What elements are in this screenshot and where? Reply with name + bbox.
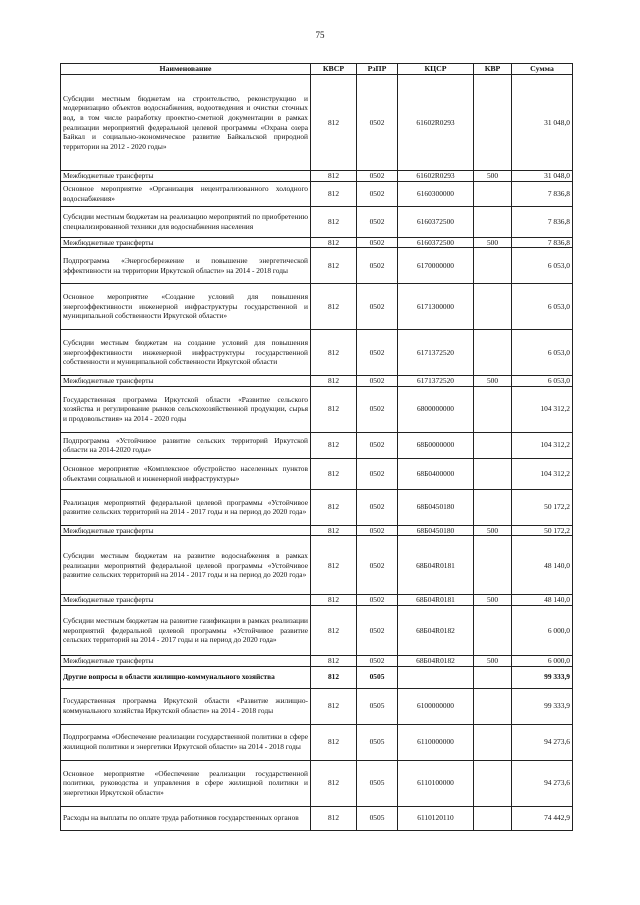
- cell-sum: 74 442,9: [512, 806, 573, 830]
- cell-kcsr: 68Б04R0182: [398, 605, 474, 655]
- cell-name: Субсидии местным бюджетам на развитие газификации в рамках реализации мероприятий федеральной целевой программы «Устойчивое развитие сельских территорий на 2014 - 2017 годы и на период до 2020 года»: [61, 605, 311, 655]
- table-row: [61, 688, 573, 724]
- cell-kvsr: 812: [311, 181, 357, 206]
- cell-kvr: [474, 605, 512, 655]
- table-header-row: [61, 64, 573, 75]
- cell-rzpr: 0502: [357, 458, 398, 489]
- cell-sum: 7 836,8: [512, 181, 573, 206]
- cell-sum: 104 312,2: [512, 458, 573, 489]
- cell-kcsr: 68Б0450180: [398, 525, 474, 536]
- cell-sum: 99 333,9: [512, 666, 573, 688]
- cell-sum: 99 333,9: [512, 688, 573, 724]
- cell-rzpr: 0502: [357, 248, 398, 284]
- cell-name: Подпрограмма «Обеспечение реализации государственной политики в сфере жилищной политики и энергетики Иркутской области» на 2014 - 2018 годы: [61, 724, 311, 760]
- cell-name: Субсидии местным бюджетам на развитие водоснабжения в рамках реализации мероприятий федеральной целевой программы «Устойчивое развитие сельских территорий на 2014 - 2017 годы и на период до 2020 года»: [61, 536, 311, 595]
- table-row: [61, 75, 573, 171]
- cell-kvsr: 812: [311, 458, 357, 489]
- table-row: [61, 171, 573, 182]
- cell-sum: 94 273,6: [512, 760, 573, 806]
- cell-kvr: 500: [474, 595, 512, 606]
- cell-kcsr: 6170000000: [398, 248, 474, 284]
- cell-rzpr: 0502: [357, 171, 398, 182]
- cell-kvsr: 812: [311, 237, 357, 248]
- table-row: [61, 655, 573, 666]
- cell-rzpr: 0505: [357, 760, 398, 806]
- cell-kcsr: 68Б04R0182: [398, 655, 474, 666]
- cell-name: Межбюджетные трансферты: [61, 595, 311, 606]
- cell-kvr: 500: [474, 525, 512, 536]
- cell-kvr: 500: [474, 376, 512, 387]
- table-row: [61, 248, 573, 284]
- cell-kvr: [474, 666, 512, 688]
- cell-sum: 6 000,0: [512, 605, 573, 655]
- cell-kcsr: 6110100000: [398, 760, 474, 806]
- cell-kvr: [474, 489, 512, 525]
- cell-sum: 48 140,0: [512, 595, 573, 606]
- cell-kvsr: 812: [311, 206, 357, 237]
- cell-kcsr: 6100000000: [398, 688, 474, 724]
- cell-kcsr: 6110000000: [398, 724, 474, 760]
- cell-sum: 94 273,6: [512, 724, 573, 760]
- cell-kvsr: 812: [311, 171, 357, 182]
- cell-kvr: [474, 688, 512, 724]
- cell-rzpr: 0502: [357, 655, 398, 666]
- cell-rzpr: 0505: [357, 666, 398, 688]
- cell-sum: 50 172,2: [512, 525, 573, 536]
- table-row: [61, 666, 573, 688]
- cell-kvsr: 812: [311, 376, 357, 387]
- cell-rzpr: 0502: [357, 284, 398, 330]
- cell-name: Межбюджетные трансферты: [61, 655, 311, 666]
- table-row: [61, 489, 573, 525]
- cell-kvsr: 812: [311, 605, 357, 655]
- cell-kcsr: 6171372520: [398, 330, 474, 376]
- cell-kcsr: 61602R0293: [398, 75, 474, 171]
- cell-rzpr: 0502: [357, 489, 398, 525]
- cell-name: Межбюджетные трансферты: [61, 525, 311, 536]
- cell-kvsr: 812: [311, 655, 357, 666]
- cell-name: Подпрограмма «Энергосбережение и повышение энергетической эффективности на территории Иркутской области» на 2014 - 2018 годы: [61, 248, 311, 284]
- cell-sum: 104 312,2: [512, 386, 573, 432]
- cell-rzpr: 0505: [357, 724, 398, 760]
- cell-name: Расходы на выплаты по оплате труда работников государственных органов: [61, 806, 311, 830]
- cell-kvr: [474, 206, 512, 237]
- cell-kvr: [474, 760, 512, 806]
- cell-rzpr: 0505: [357, 806, 398, 830]
- cell-kcsr: 68Б0000000: [398, 432, 474, 458]
- cell-rzpr: 0502: [357, 605, 398, 655]
- cell-sum: 50 172,2: [512, 489, 573, 525]
- table-row: [61, 376, 573, 387]
- cell-rzpr: 0502: [357, 525, 398, 536]
- cell-kvsr: 812: [311, 386, 357, 432]
- table-row: [61, 206, 573, 237]
- cell-kcsr: [398, 666, 474, 688]
- cell-name: Межбюджетные трансферты: [61, 171, 311, 182]
- cell-rzpr: 0502: [357, 75, 398, 171]
- cell-kvr: [474, 806, 512, 830]
- cell-name: Основное мероприятие «Организация нецентрализованного холодного водоснабжения»: [61, 181, 311, 206]
- cell-name: Государственная программа Иркутской области «Развитие сельского хозяйства и регулирование рынков сельскохозяйственной продукции, сырья и продовольствия» на 2014 - 2020 годы: [61, 386, 311, 432]
- cell-kvr: 500: [474, 237, 512, 248]
- header-sum: Сумма: [512, 64, 573, 75]
- cell-kvr: [474, 75, 512, 171]
- cell-name: Основное мероприятие «Комплексное обустройство населенных пунктов объектами социальной и инженерной инфраструктуры»: [61, 458, 311, 489]
- table-row: [61, 458, 573, 489]
- cell-kvr: [474, 284, 512, 330]
- cell-name: Субсидии местным бюджетам на строительство, реконструкцию и модернизацию объектов водоснабжения, водоотведения и очистки сточных вод, в том числе разработку проектно-сметной документации в рамках реализации мероприятий федеральной целевой программы «Охрана озера Байкал и социально-экономическое развитие Байкальской природной территории на 2012 - 2020 годы»: [61, 75, 311, 171]
- cell-name: Основное мероприятие «Создание условий для повышения энергоэффективности инженерной инфраструктуры государственной и муниципальной собственности Иркутской области»: [61, 284, 311, 330]
- cell-rzpr: 0502: [357, 376, 398, 387]
- cell-kcsr: 68Б0400000: [398, 458, 474, 489]
- table-row: [61, 605, 573, 655]
- cell-kvr: [474, 536, 512, 595]
- table-row: [61, 595, 573, 606]
- cell-sum: 48 140,0: [512, 536, 573, 595]
- table-row: [61, 525, 573, 536]
- table-row: [61, 536, 573, 595]
- cell-kvsr: 812: [311, 688, 357, 724]
- cell-sum: 31 048,0: [512, 75, 573, 171]
- cell-kcsr: 6110120110: [398, 806, 474, 830]
- cell-name: Подпрограмма «Устойчивое развитие сельских территорий Иркутской области на 2014-2020 годы»: [61, 432, 311, 458]
- cell-sum: 6 053,0: [512, 284, 573, 330]
- cell-sum: 6 000,0: [512, 655, 573, 666]
- cell-kcsr: 6171372520: [398, 376, 474, 387]
- cell-kvr: [474, 432, 512, 458]
- cell-kvr: [474, 181, 512, 206]
- cell-kvsr: 812: [311, 666, 357, 688]
- cell-kcsr: 6160372500: [398, 237, 474, 248]
- budget-table: [60, 63, 573, 831]
- cell-sum: 6 053,0: [512, 376, 573, 387]
- cell-name: Реализация мероприятий федеральной целевой программы «Устойчивое развитие сельских территорий на 2014 - 2017 годы и на период до 2020 года»: [61, 489, 311, 525]
- header-rzpr: РзПР: [357, 64, 398, 75]
- cell-rzpr: 0502: [357, 206, 398, 237]
- cell-rzpr: 0502: [357, 386, 398, 432]
- cell-kvr: [474, 330, 512, 376]
- cell-kvr: [474, 458, 512, 489]
- cell-kvsr: 812: [311, 248, 357, 284]
- page-number: 75: [315, 30, 325, 40]
- cell-name: Межбюджетные трансферты: [61, 237, 311, 248]
- cell-kvr: [474, 386, 512, 432]
- table-row: [61, 386, 573, 432]
- cell-rzpr: 0502: [357, 237, 398, 248]
- cell-name: Субсидии местным бюджетам на реализацию мероприятий по приобретению специализированной техники для водоснабжения населения: [61, 206, 311, 237]
- cell-kcsr: 6160372500: [398, 206, 474, 237]
- cell-kvsr: 812: [311, 760, 357, 806]
- cell-kcsr: 6800000000: [398, 386, 474, 432]
- cell-kvsr: 812: [311, 432, 357, 458]
- table-row: [61, 330, 573, 376]
- cell-kvsr: 812: [311, 595, 357, 606]
- header-kcsr: КЦСР: [398, 64, 474, 75]
- cell-kvr: 500: [474, 171, 512, 182]
- cell-name: Субсидии местным бюджетам на создание условий для повышения энергоэффективности инженерной инфраструктуры государственной собственности и муниципальной собственности Иркутской области: [61, 330, 311, 376]
- cell-sum: 6 053,0: [512, 330, 573, 376]
- header-name: Наименование: [61, 64, 311, 75]
- cell-name: Основное мероприятие «Обеспечение реализации государственной политики, руководства и управления в сфере жилищной политики и энергетики Иркутской области»: [61, 760, 311, 806]
- cell-kvr: [474, 724, 512, 760]
- cell-sum: 31 048,0: [512, 171, 573, 182]
- cell-kcsr: 6160300000: [398, 181, 474, 206]
- table-row: [61, 724, 573, 760]
- cell-kvsr: 812: [311, 489, 357, 525]
- table-row: [61, 237, 573, 248]
- cell-kcsr: 68Б04R0181: [398, 536, 474, 595]
- header-kvr: КВР: [474, 64, 512, 75]
- cell-name: Государственная программа Иркутской области «Развитие жилищно-коммунального хозяйства Иркутской области» на 2014 - 2018 годы: [61, 688, 311, 724]
- cell-sum: 7 836,8: [512, 237, 573, 248]
- table-row: [61, 432, 573, 458]
- cell-name: Другие вопросы в области жилищно-коммунального хозяйства: [61, 666, 311, 688]
- cell-kcsr: 61602R0293: [398, 171, 474, 182]
- cell-kvsr: 812: [311, 724, 357, 760]
- cell-kcsr: 68Б04R0181: [398, 595, 474, 606]
- cell-rzpr: 0502: [357, 595, 398, 606]
- cell-kcsr: 6171300000: [398, 284, 474, 330]
- cell-kcsr: 68Б0450180: [398, 489, 474, 525]
- cell-name: Межбюджетные трансферты: [61, 376, 311, 387]
- cell-kvsr: 812: [311, 75, 357, 171]
- cell-rzpr: 0502: [357, 432, 398, 458]
- header-kvsr: КВСР: [311, 64, 357, 75]
- cell-kvsr: 812: [311, 525, 357, 536]
- cell-sum: 104 312,2: [512, 432, 573, 458]
- cell-kvr: [474, 248, 512, 284]
- cell-sum: 7 836,8: [512, 206, 573, 237]
- cell-rzpr: 0505: [357, 688, 398, 724]
- table-row: [61, 284, 573, 330]
- cell-rzpr: 0502: [357, 536, 398, 595]
- cell-sum: 6 053,0: [512, 248, 573, 284]
- table-row: [61, 760, 573, 806]
- cell-kvsr: 812: [311, 284, 357, 330]
- cell-rzpr: 0502: [357, 330, 398, 376]
- cell-kvsr: 812: [311, 806, 357, 830]
- cell-kvr: 500: [474, 655, 512, 666]
- table-row: [61, 181, 573, 206]
- cell-kvsr: 812: [311, 330, 357, 376]
- cell-kvsr: 812: [311, 536, 357, 595]
- cell-rzpr: 0502: [357, 181, 398, 206]
- table-row: [61, 806, 573, 830]
